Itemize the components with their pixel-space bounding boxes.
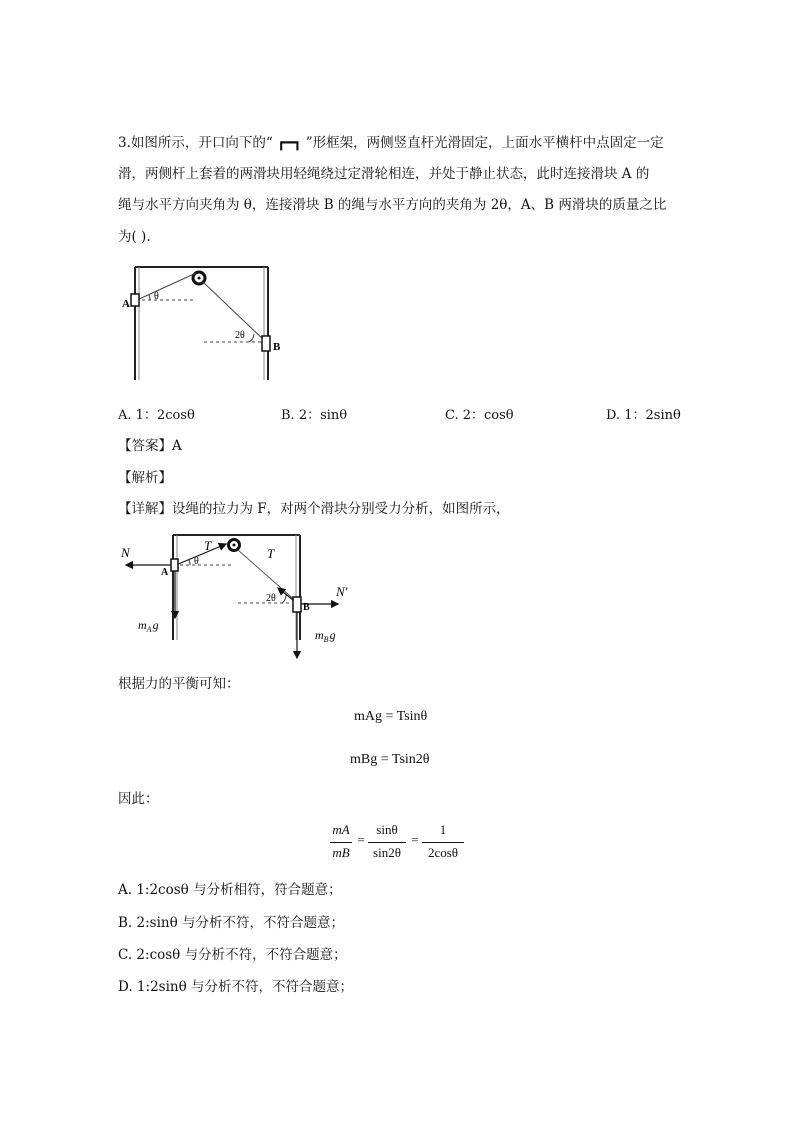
question-line-1: 3.如图所示，开口向下的“ ┏━┓ ”形框架，两侧竖直杆光滑固定，上面水平横杆中点固定一定 (118, 135, 664, 151)
fig2-label-mAg: $m_Ag$ (138, 618, 159, 634)
fig2-angle-theta: θ (194, 556, 199, 567)
ratio-equation: mA mB = sinθ sin2θ = 1 2cosθ (330, 820, 470, 866)
fig1-angle-theta: θ (154, 291, 159, 302)
option-C: C. 2：cosθ (445, 408, 514, 423)
fig2-label-A: A (161, 567, 169, 578)
fig2-label-Nprime: N′ (336, 584, 348, 599)
option-D: D. 1：2sinθ (606, 408, 681, 423)
equation-1: mAg = Tsinθ (354, 709, 428, 724)
answer-label: 【答案】A (118, 438, 182, 454)
fig2-angle-2theta: 2θ (266, 593, 276, 604)
conclusion-A: A. 1:2cosθ 与分析相符，符合题意； (118, 882, 342, 898)
therefore-label: 因此： (118, 791, 159, 807)
balance-intro: 根据力的平衡可知： (118, 676, 240, 692)
fig2-label-T2: T (267, 546, 275, 561)
frac3-den: 2cosθ (427, 845, 459, 860)
frac2-num: sinθ (376, 822, 398, 837)
option-B: B. 2：sinθ (281, 408, 348, 423)
figure-frame-diagram (118, 262, 281, 384)
question-line-3: 绳与水平方向夹角为 θ，连接滑块 B 的绳与水平方向的夹角为 2θ，A、B 两滑块的质量之比 (118, 197, 667, 213)
question-line-2: 滑，两侧杆上套着的两滑块用轻绳绕过定滑轮相连，并处于静止状态，此时连接滑块 A 的 (118, 166, 650, 182)
fig1-label-A: A (122, 298, 130, 310)
fig2-label-mBg: $m_Bg$ (315, 628, 336, 644)
options-row (118, 404, 681, 424)
fig2-label-T1: T (204, 538, 212, 553)
analysis-detail: 【详解】设绳的拉力为 F，对两个滑块分别受力分析，如图所示， (118, 501, 510, 517)
fig2-label-B: B (303, 602, 310, 613)
frac3-num: 1 (439, 822, 447, 837)
fig1-label-B: B (273, 341, 281, 353)
fig1-angle-2theta: 2θ (235, 330, 245, 341)
figure-force-diagram (118, 530, 358, 662)
conclusion-C: C. 2:cosθ 与分析不符，不符合题意； (118, 947, 347, 963)
option-A: A. 1：2cosθ (118, 408, 195, 423)
fig2-label-N: N (121, 545, 130, 560)
question-line-4: 为( ). (118, 229, 151, 245)
conclusion-D: D. 1:2sinθ 与分析不符，不符合题意； (118, 979, 354, 995)
frac2-den: sin2θ (373, 845, 401, 860)
analysis-header: 【解析】 (118, 470, 172, 486)
conclusion-B: B. 2:sinθ 与分析不符，不符合题意； (118, 915, 344, 931)
frac1-num: mA (332, 822, 350, 837)
frac1-den: mB (332, 845, 350, 860)
equation-2: mBg = Tsin2θ (350, 752, 430, 767)
